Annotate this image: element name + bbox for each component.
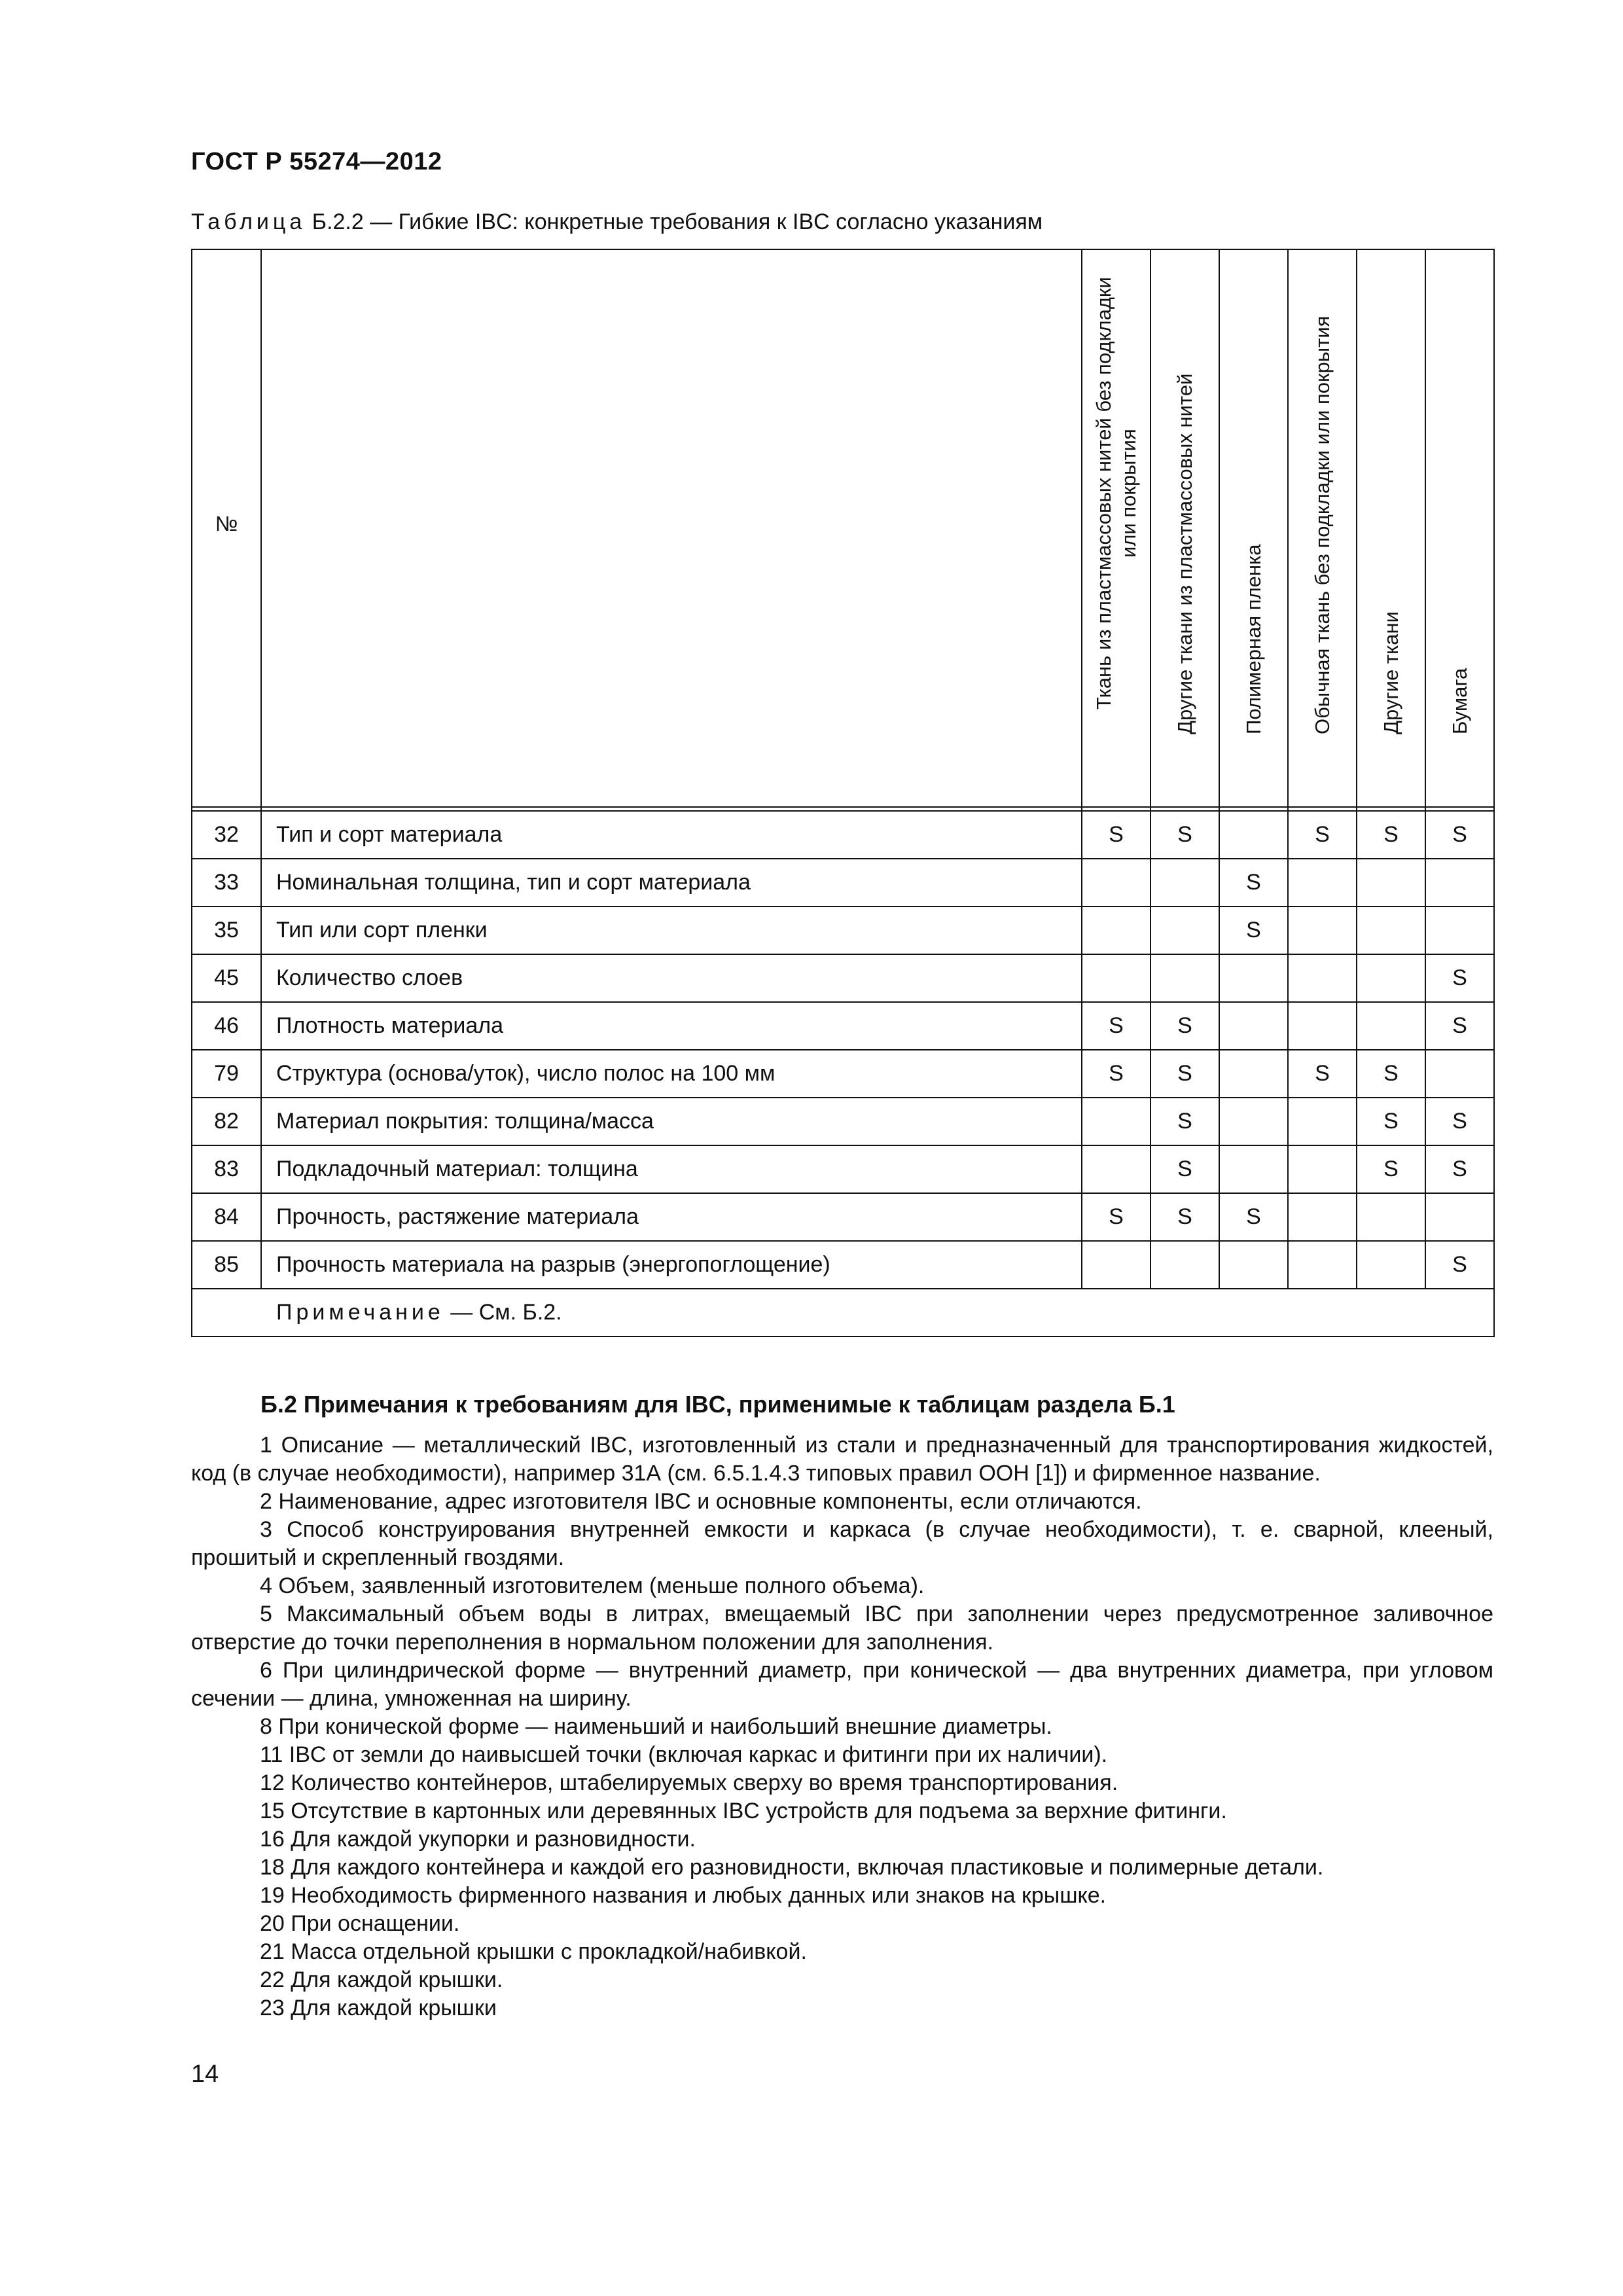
row-value — [1082, 1098, 1150, 1145]
row-value — [1082, 1145, 1150, 1193]
table-row — [192, 811, 1494, 859]
row-value: S — [1357, 1098, 1425, 1145]
row-value — [1425, 1193, 1494, 1241]
row-value: S — [1150, 1193, 1219, 1241]
row-value — [1150, 954, 1219, 1002]
row-value — [1357, 859, 1425, 906]
note-paragraph: 19 Необходимость фирменного названия и любых данных или знаков на крышке. — [260, 1883, 1107, 1908]
table-body — [192, 811, 1494, 1289]
column-header-label: Бумага — [1448, 668, 1471, 734]
row-value — [1357, 906, 1425, 954]
row-value: S — [1425, 1145, 1494, 1193]
row-name: Тип или сорт пленки — [261, 906, 1082, 954]
column-header-label: Ткань из пластмассовых нитей без подкладки или покрытия — [1092, 277, 1140, 709]
document-title: ГОСТ Р 55274—2012 — [191, 148, 442, 175]
note-paragraph: 15 Отсутствие в картонных или деревянных IBC устройств для подъема за верхние фитинги. — [260, 1799, 1227, 1823]
row-value: S — [1219, 1193, 1288, 1241]
row-value — [1219, 954, 1288, 1002]
row-value — [1150, 859, 1219, 906]
note-paragraph: 18 Для каждого контейнера и каждой его разновидности, включая пластиковые и полимерные детали. — [260, 1855, 1324, 1880]
row-value: S — [1288, 1050, 1357, 1098]
requirements-table — [191, 249, 1495, 1337]
row-value — [1357, 1002, 1425, 1050]
num-column-header: № — [192, 249, 261, 807]
column-header-label: Обычная ткань без подкладки или покрытия — [1310, 315, 1334, 734]
note-paragraph: 12 Количество контейнеров, штабелируемых сверху во время транспортирования. — [260, 1770, 1118, 1795]
row-value — [1082, 1241, 1150, 1289]
row-value: S — [1150, 811, 1219, 859]
row-value — [1288, 1241, 1357, 1289]
row-value: S — [1082, 1050, 1150, 1098]
row-value — [1288, 1098, 1357, 1145]
table-row — [192, 1098, 1494, 1145]
note-paragraph: 5 Максимальный объем воды в литрах, вмещаемый IBC при заполнении через предусмотренное заливочное отверстие до точки переполнения в нормальном положении для заполнения. — [191, 1602, 1493, 1655]
row-name: Тип и сорт материала — [261, 811, 1082, 859]
note-paragraph: 22 Для каждой крышки. — [260, 1967, 503, 1992]
column-header-label: Полимерная пленка — [1241, 544, 1265, 734]
row-value — [1288, 859, 1357, 906]
row-value: S — [1357, 1145, 1425, 1193]
row-value — [1357, 1241, 1425, 1289]
row-name: Номинальная толщина, тип и сорт материала — [261, 859, 1082, 906]
row-value: S — [1425, 1241, 1494, 1289]
row-value — [1219, 811, 1288, 859]
column-header-paper — [1425, 249, 1494, 807]
row-value: S — [1425, 1098, 1494, 1145]
row-value — [1082, 859, 1150, 906]
table-note-text: — См. Б.2. — [444, 1300, 562, 1325]
row-value: S — [1425, 811, 1494, 859]
row-value: S — [1150, 1050, 1219, 1098]
note-paragraph: 16 Для каждой укупорки и разновидности. — [260, 1827, 696, 1852]
row-value — [1219, 1050, 1288, 1098]
table-note-prefix: Примечание — [276, 1300, 444, 1325]
table-note-row — [192, 1289, 1494, 1336]
table-row — [192, 859, 1494, 906]
row-value — [1150, 1241, 1219, 1289]
note-paragraph: 20 При оснащении. — [260, 1911, 460, 1936]
row-value: S — [1150, 1002, 1219, 1050]
note-paragraph: 8 При конической форме — наименьший и наибольший внешние диаметры. — [260, 1714, 1052, 1739]
row-value: S — [1082, 1002, 1150, 1050]
row-value: S — [1150, 1098, 1219, 1145]
row-number: 79 — [192, 1050, 261, 1098]
note-paragraph: 11 IBC от земли до наивысшей точки (включая каркас и фитинги при их наличии). — [260, 1742, 1108, 1767]
row-name: Прочность, растяжение материала — [261, 1193, 1082, 1241]
row-number: 82 — [192, 1098, 261, 1145]
row-value — [1425, 906, 1494, 954]
row-value — [1219, 1241, 1288, 1289]
row-value — [1288, 906, 1357, 954]
row-number: 32 — [192, 811, 261, 859]
row-value: S — [1219, 906, 1288, 954]
column-header-plastic-fabric-uncoated — [1082, 249, 1150, 807]
table-caption-text: Б.2.2 — Гибкие IBC: конкретные требования к IBC согласно указаниям — [306, 209, 1043, 234]
table-row — [192, 1193, 1494, 1241]
table-row — [192, 906, 1494, 954]
row-number: 35 — [192, 906, 261, 954]
row-value — [1357, 954, 1425, 1002]
row-number: 46 — [192, 1002, 261, 1050]
row-number: 45 — [192, 954, 261, 1002]
column-header-polymer-film — [1219, 249, 1288, 807]
column-header-label: Другие ткани — [1379, 611, 1402, 734]
column-header-other-plastic-fabric — [1150, 249, 1219, 807]
row-value: S — [1082, 1193, 1150, 1241]
table-note — [192, 1289, 1494, 1336]
row-value: S — [1288, 811, 1357, 859]
row-value: S — [1150, 1145, 1219, 1193]
row-value — [1082, 954, 1150, 1002]
note-paragraph: 1 Описание — металлический IBC, изготовленный из стали и предназначенный для транспортирования жидкостей, код (в случае необходимости), например 31А (см. 6.5.1.4.3 типовых правил ООН [1]) и фирменное название. — [191, 1433, 1493, 1486]
section-title: Б.2 Примечания к требованиям для IBC, применимые к таблицам раздела Б.1 — [260, 1391, 1175, 1418]
table-row — [192, 1002, 1494, 1050]
row-value — [1425, 859, 1494, 906]
row-number: 83 — [192, 1145, 261, 1193]
row-number: 85 — [192, 1241, 261, 1289]
table-row — [192, 954, 1494, 1002]
table-row — [192, 1241, 1494, 1289]
table-caption — [191, 209, 1043, 235]
row-name: Прочность материала на разрыв (энергопоглощение) — [261, 1241, 1082, 1289]
row-name: Плотность материала — [261, 1002, 1082, 1050]
row-value — [1219, 1098, 1288, 1145]
row-value: S — [1082, 811, 1150, 859]
row-value: S — [1425, 1002, 1494, 1050]
row-number: 33 — [192, 859, 261, 906]
column-header-plain-fabric — [1288, 249, 1357, 807]
row-value — [1288, 1002, 1357, 1050]
table-caption-prefix: Таблица — [191, 209, 306, 234]
row-value — [1150, 906, 1219, 954]
row-name: Количество слоев — [261, 954, 1082, 1002]
row-name: Структура (основа/уток), число полос на 100 мм — [261, 1050, 1082, 1098]
row-value — [1219, 1002, 1288, 1050]
table-header-row — [192, 249, 1494, 807]
column-header-other-fabric — [1357, 249, 1425, 807]
row-value — [1288, 1193, 1357, 1241]
row-value: S — [1219, 859, 1288, 906]
row-value: S — [1357, 811, 1425, 859]
row-value — [1288, 954, 1357, 1002]
note-paragraph: 23 Для каждой крышки — [260, 1996, 497, 2020]
row-number: 84 — [192, 1193, 261, 1241]
row-value — [1219, 1145, 1288, 1193]
note-paragraph: 6 При цилиндрической форме — внутренний диаметр, при конической — два внутренних диаметра, при угловом сечении — длина, умноженная на ширину. — [191, 1658, 1493, 1711]
row-name: Материал покрытия: толщина/масса — [261, 1098, 1082, 1145]
note-paragraph: 3 Способ конструирования внутренней емкости и каркаса (в случае необходимости), т. е. сварной, клееный, прошитый и скрепленный гвоздями. — [191, 1517, 1493, 1570]
note-paragraph: 4 Объем, заявленный изготовителем (меньше полного объема). — [260, 1573, 925, 1598]
name-column-header — [261, 249, 1082, 807]
row-value — [1082, 906, 1150, 954]
row-name: Подкладочный материал: толщина — [261, 1145, 1082, 1193]
row-value: S — [1425, 954, 1494, 1002]
note-paragraph: 2 Наименование, адрес изготовителя IBC и основные компоненты, если отличаются. — [260, 1489, 1142, 1514]
row-value: S — [1357, 1050, 1425, 1098]
row-value — [1288, 1145, 1357, 1193]
page-number: 14 — [191, 2060, 219, 2088]
note-paragraph: 21 Масса отдельной крышки с прокладкой/набивкой. — [260, 1939, 807, 1964]
notes-list — [191, 1431, 1493, 2022]
column-header-label: Другие ткани из пластмассовых нитей — [1173, 373, 1196, 734]
row-value — [1425, 1050, 1494, 1098]
table-row — [192, 1050, 1494, 1098]
table-row — [192, 1145, 1494, 1193]
row-value — [1357, 1193, 1425, 1241]
